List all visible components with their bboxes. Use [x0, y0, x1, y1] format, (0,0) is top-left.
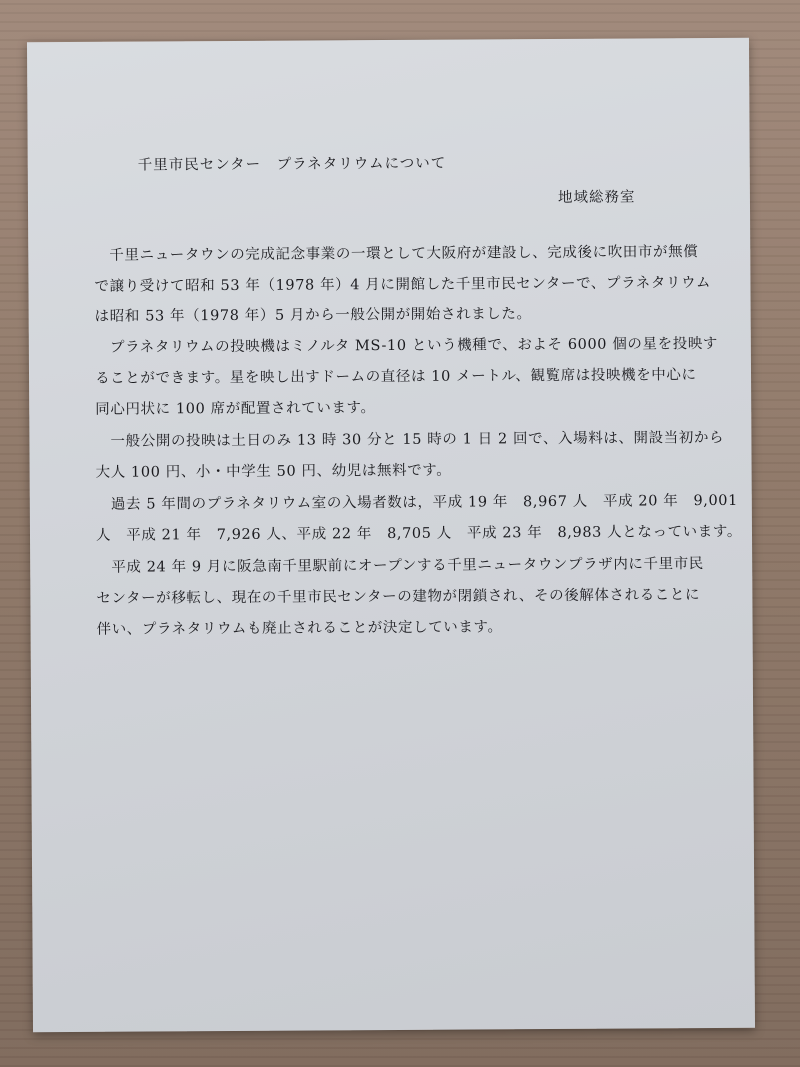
- text-line: 過去 5 年間のプラネタリウム室の入場者数は，平成 19 年 8,967 人 平成 20 年 9,001: [95, 492, 738, 513]
- department-name: 地域総務室: [557, 189, 636, 206]
- text-line: 平成 24 年 9 月に阪急南千里駅前にオープンする千里ニュータウンプラザ内に千里市民: [96, 556, 704, 576]
- text-line: 同心円状に 100 席が配置されています。: [95, 400, 376, 418]
- document-title: 千里市民センター プラネタリウムについて: [137, 155, 447, 174]
- text-line: で譲り受けて昭和 53 年（1978 年）4 月に開館した千里市民センターで、プラネタリウム: [94, 275, 712, 295]
- paper-sheet: [27, 38, 755, 1032]
- text-line: は昭和 53 年（1978 年）5 月から一般公開が開始されました。: [94, 306, 532, 325]
- text-line: 千里ニュータウンの完成記念事業の一環として大阪府が建設し、完成後に吹田市が無償: [94, 244, 699, 264]
- text-line: 大人 100 円、小・中学生 50 円、幼児は無料です。: [95, 462, 452, 481]
- text-line: プラネタリウムの投映機はミノルタ MS-10 という機種で、およそ 6000 個の星を投映す: [94, 335, 719, 356]
- text-line: 伴い、プラネタリウムも廃止されることが決定しています。: [96, 619, 503, 638]
- text-line: 一般公開の投映は土日のみ 13 時 30 分と 15 時の 1 日 2 回で、入場料は、開設当初から: [95, 429, 725, 450]
- text-line: 人 平成 21 年 7,926 人、平成 22 年 8,705 人 平成 23 年 8,983 人となっています。: [95, 523, 742, 544]
- text-line: センターが移転し、現在の千里市民センターの建物が閉鎖され、その後解体されることに: [96, 587, 701, 607]
- text-line: ることができます。星を映し出すドームの直径は 10 メートル、観覧席は投映機を中心に: [94, 367, 697, 387]
